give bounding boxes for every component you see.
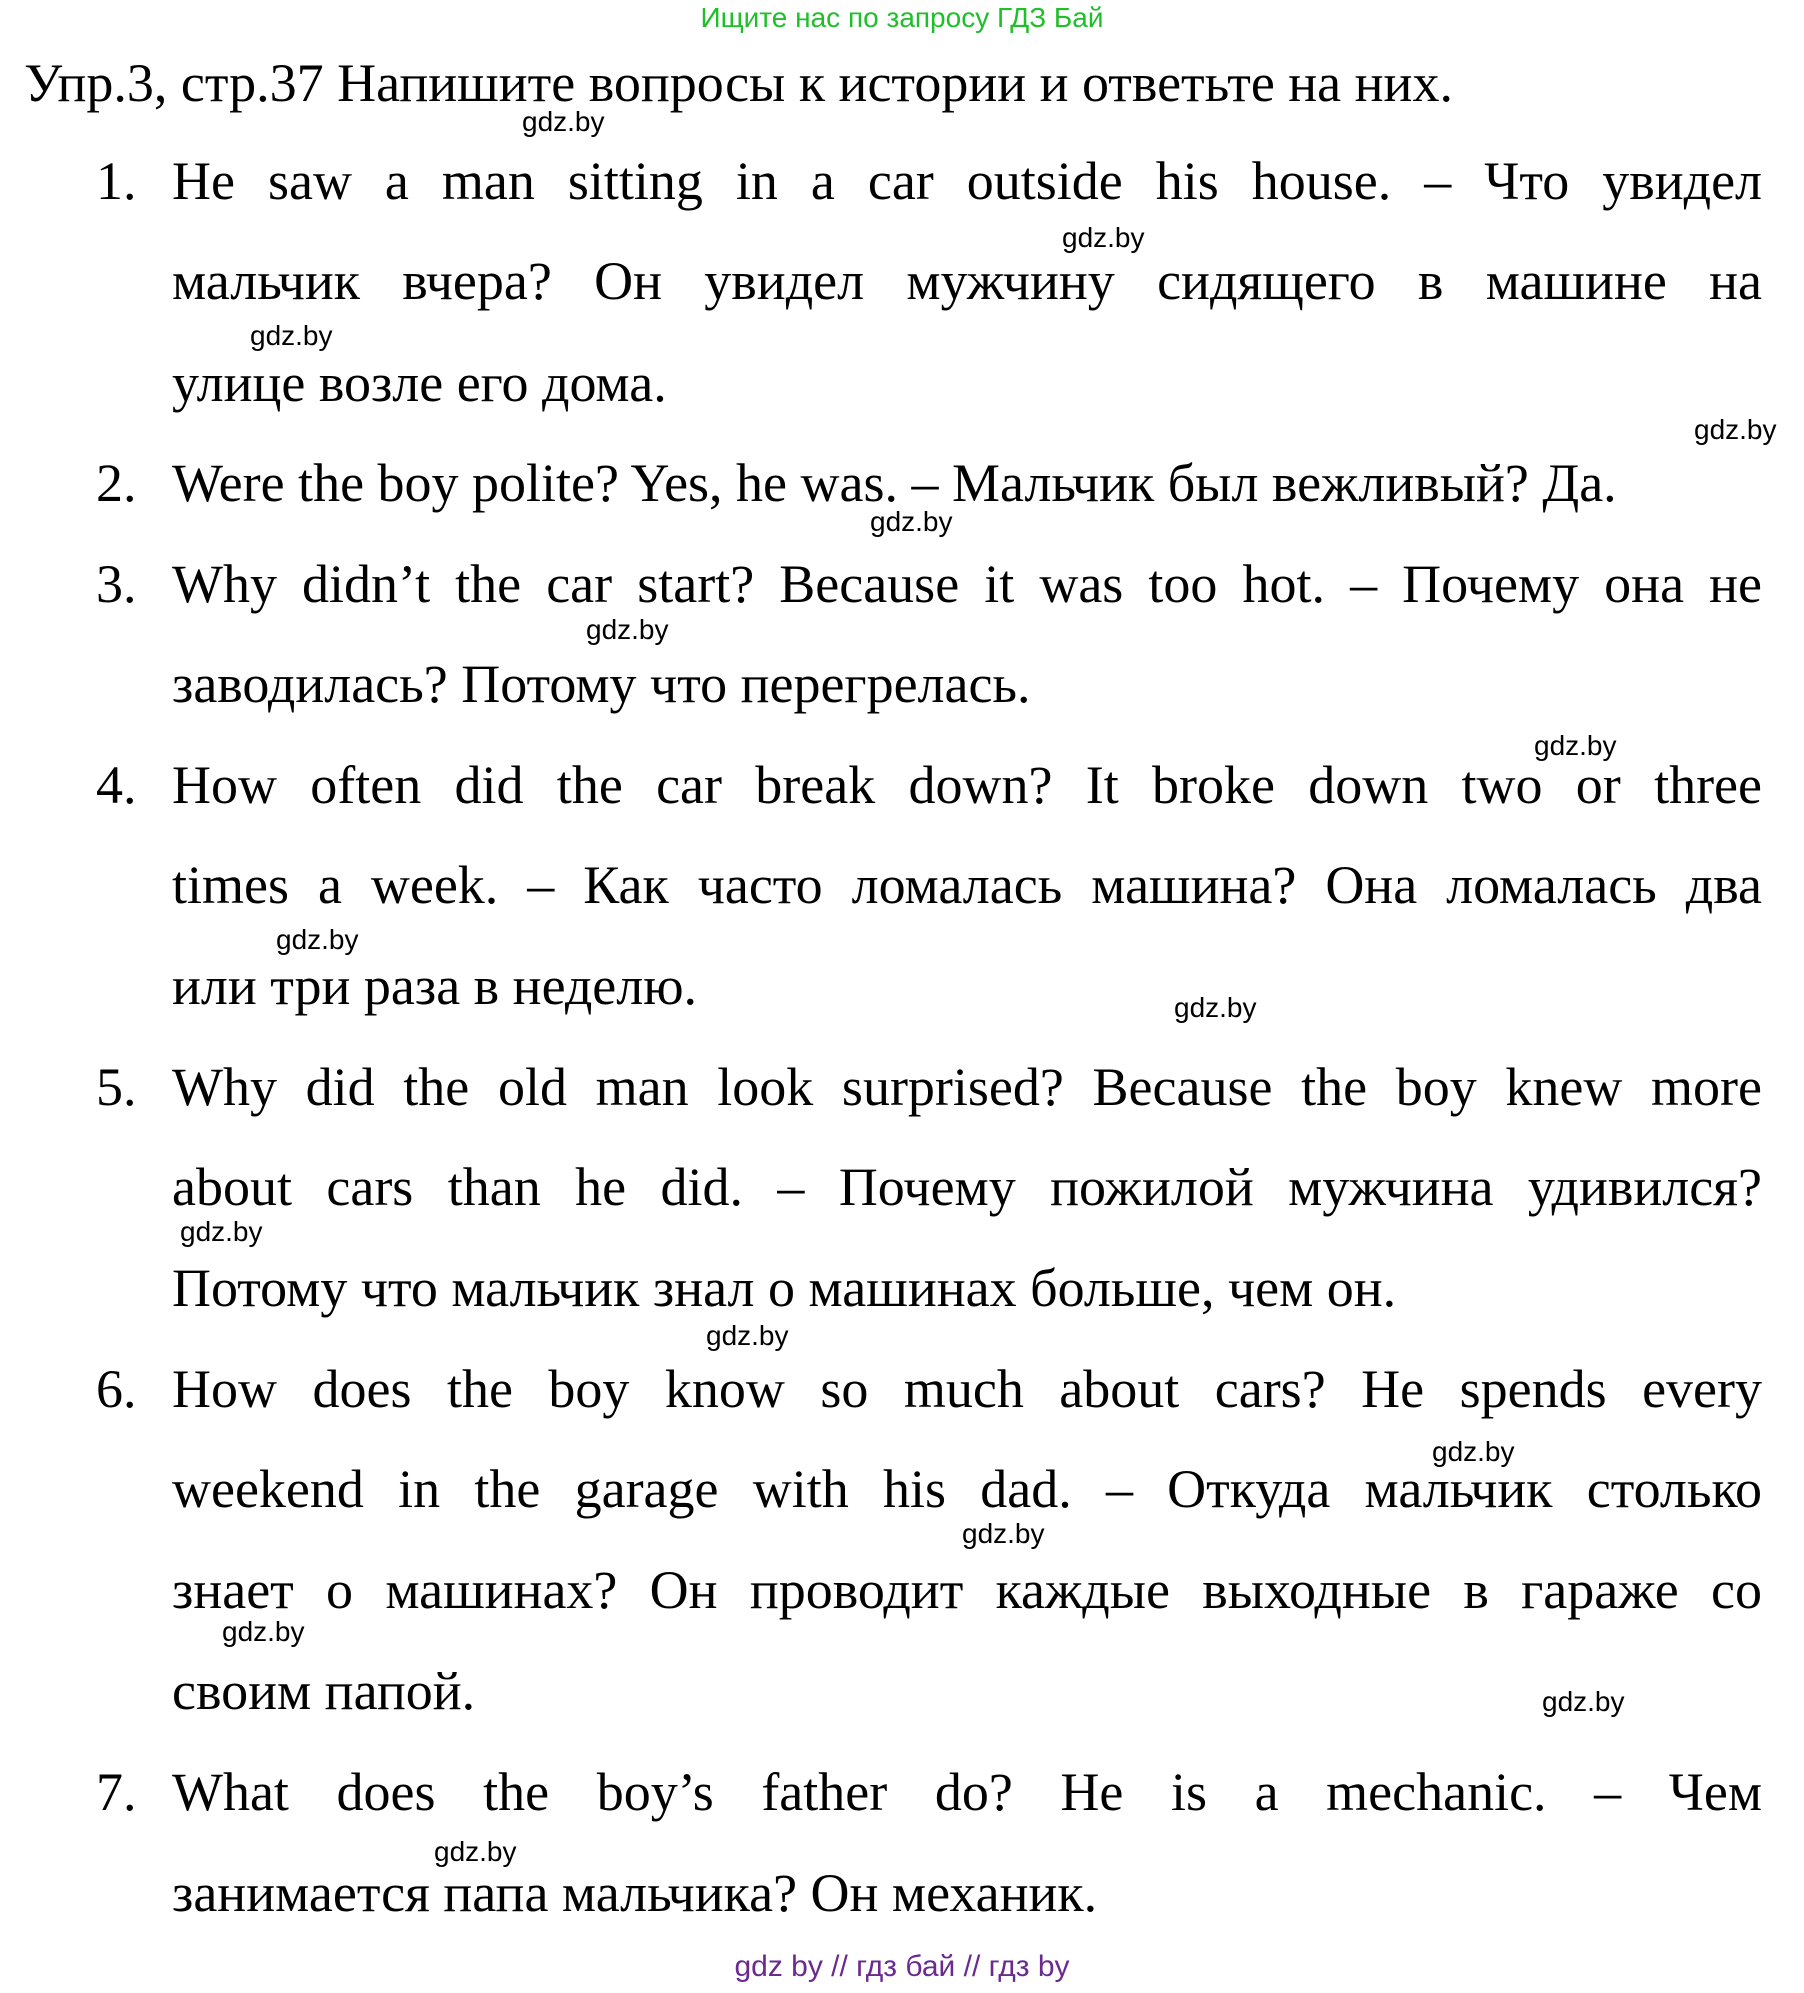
item-6-line-1: How does the boy know so much about cars? He spends every	[172, 1359, 1762, 1419]
item-5-number: 5.	[96, 1057, 137, 1117]
watermark: gdz.by	[870, 506, 953, 537]
watermark: gdz.by	[1062, 222, 1145, 253]
item-5-line-3: Потому что мальчик знал о машинах больше, чем он.	[172, 1258, 1397, 1318]
item-6-line-4: своим папой.	[172, 1661, 476, 1721]
item-1-number: 1.	[96, 151, 137, 211]
item-3-number: 3.	[96, 554, 137, 614]
item-5-line-1: Why did the old man look surprised? Because the boy knew more	[172, 1057, 1762, 1117]
watermark: gdz.by	[522, 106, 605, 137]
item-5-line-2: about cars than he did. – Почему пожилой мужчина удивился?	[172, 1157, 1762, 1217]
watermark: gdz.by	[706, 1320, 789, 1351]
item-1-line-3: улице возле его дома.	[172, 353, 667, 413]
item-7-line-1: What does the boy’s father do? He is a mechanic. – Чем	[172, 1762, 1762, 1822]
task-title: Упр.3, стр.37 Напишите вопросы к истории и ответьте на них.	[24, 53, 1453, 113]
watermark: gdz.by	[962, 1518, 1045, 1549]
item-1-line-2: мальчик вчера? Он увидел мужчину сидящего в машине на	[172, 251, 1762, 311]
item-4-number: 4.	[96, 755, 137, 815]
item-4-line-1: How often did the car break down? It broke down two or three	[172, 755, 1762, 815]
watermark: gdz.by	[434, 1836, 517, 1867]
item-7-number: 7.	[96, 1762, 137, 1822]
watermark: gdz.by	[250, 320, 333, 351]
watermark: gdz.by	[180, 1216, 263, 1247]
item-3-line-1: Why didn’t the car start? Because it was too hot. – Почему она не	[172, 554, 1762, 614]
item-6-number: 6.	[96, 1359, 137, 1419]
top-banner-link[interactable]: Ищите нас по запросу ГДЗ Бай	[700, 2, 1104, 33]
item-2-number: 2.	[96, 453, 137, 513]
item-4-line-2: times a week. – Как часто ломалась машина? Она ломалась два	[172, 855, 1762, 915]
item-2-line-1: Were the boy polite? Yes, he was. – Мальчик был вежливый? Да.	[172, 453, 1617, 513]
watermark: gdz.by	[586, 614, 669, 645]
item-1-line-1: He saw a man sitting in a car outside his house. – Что увидел	[172, 151, 1762, 211]
watermark: gdz.by	[276, 924, 359, 955]
item-4-line-3: или три раза в неделю.	[172, 956, 698, 1016]
footer-links[interactable]: gdz by // гдз бай // гдз by	[734, 1950, 1070, 1983]
item-7-line-2: занимается папа мальчика? Он механик.	[172, 1863, 1098, 1923]
item-6-line-3: знает о машинах? Он проводит каждые выходные в гараже со	[172, 1560, 1762, 1620]
item-6-line-2: weekend in the garage with his dad. – Откуда мальчик столько	[172, 1459, 1762, 1519]
watermark: gdz.by	[1432, 1436, 1515, 1467]
watermark: gdz.by	[1534, 730, 1617, 761]
watermark: gdz.by	[222, 1616, 305, 1647]
item-3-line-2: заводилась? Потому что перегрелась.	[172, 654, 1031, 714]
watermark: gdz.by	[1542, 1686, 1625, 1717]
watermark: gdz.by	[1174, 992, 1257, 1023]
watermark: gdz.by	[1694, 414, 1777, 445]
